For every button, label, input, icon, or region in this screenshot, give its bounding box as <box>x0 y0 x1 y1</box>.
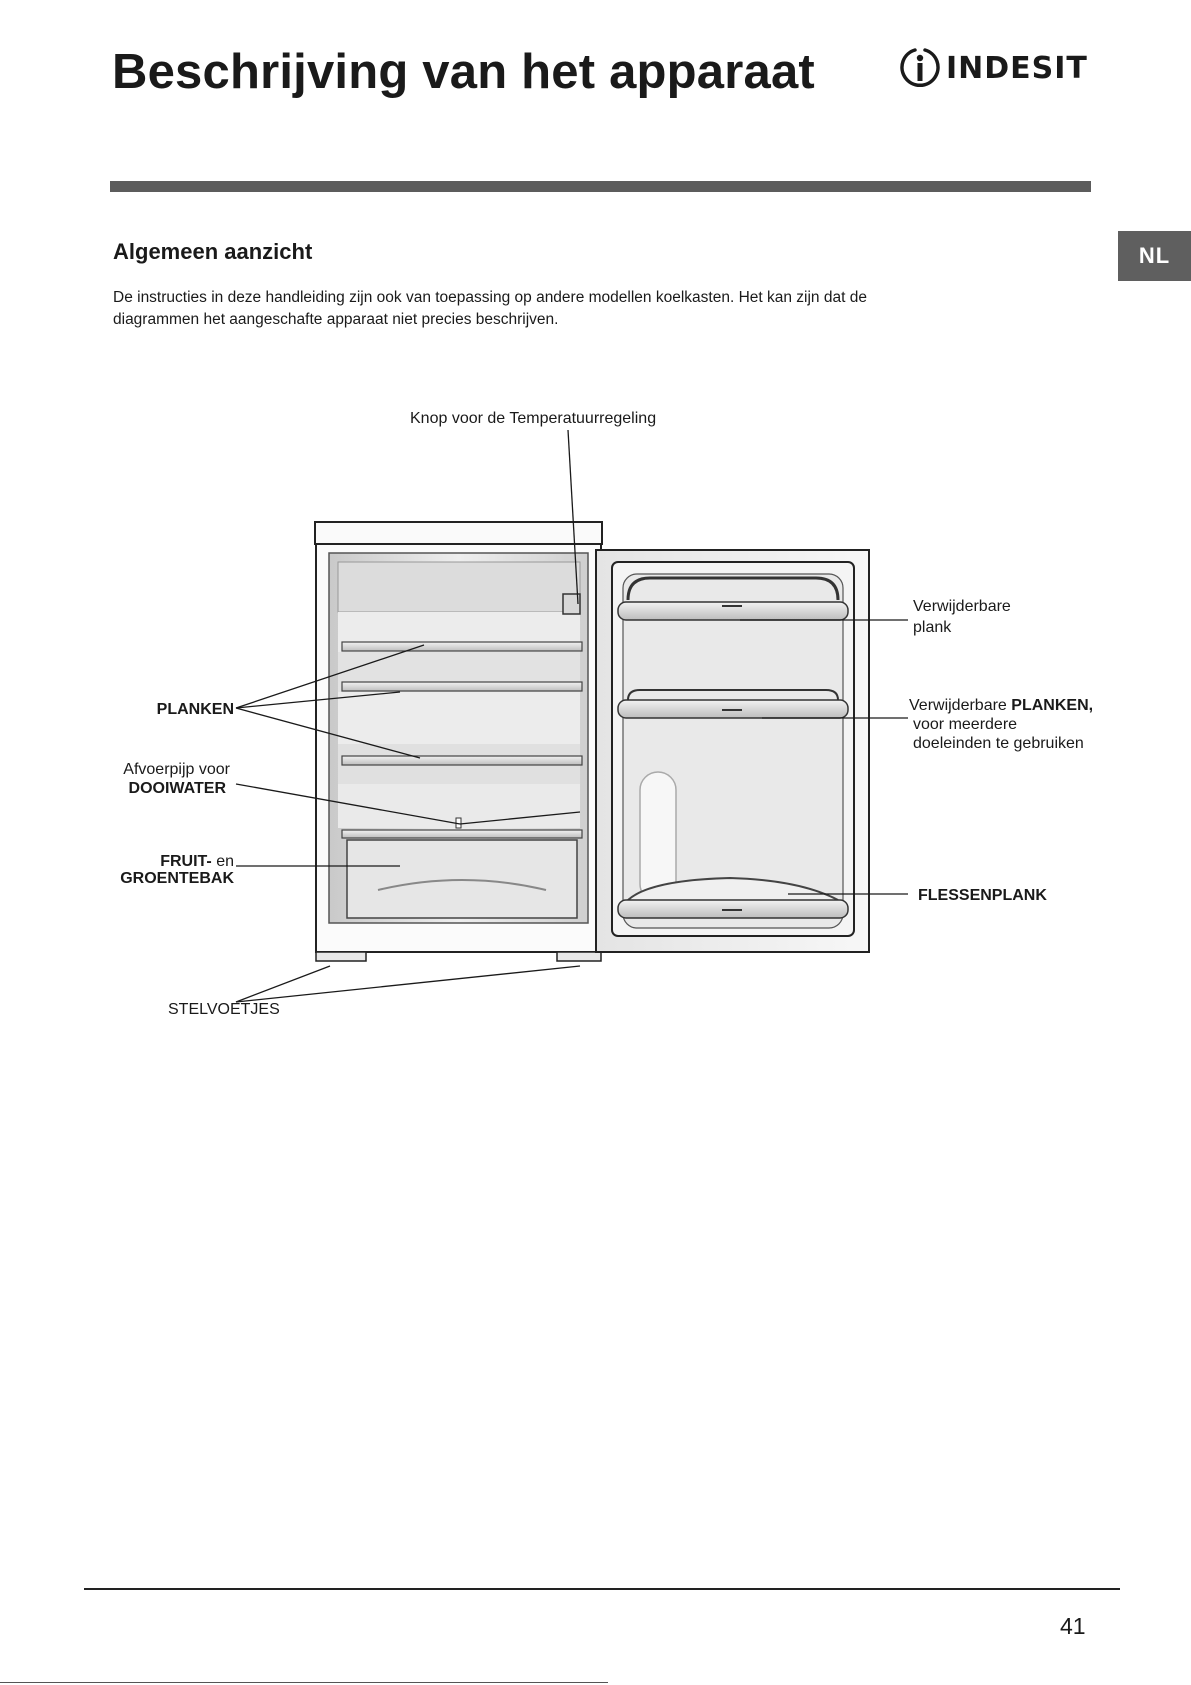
intro-line-2: diagrammen het aangeschafte apparaat niet precies beschrijven. <box>113 311 559 328</box>
page-number: 41 <box>1060 1613 1086 1639</box>
label-door-shelf-line-1: Verwijderbare <box>913 598 1011 615</box>
footnote-rule <box>0 1682 608 1683</box>
label-crisper-fruit: FRUIT- <box>160 853 212 870</box>
header-rule <box>110 181 1091 192</box>
section-heading: Algemeen aanzicht <box>113 239 313 264</box>
fridge-diagram <box>0 390 1191 1050</box>
fridge-door <box>596 550 869 952</box>
intro-paragraph <box>113 287 1013 331</box>
label-multi-shelves-line-3: doeleinden te gebruiken <box>913 735 1084 752</box>
label-bottle-shelf: FLESSENPLANK <box>918 887 1047 904</box>
label-thermostat-knob: Knop voor de Temperatuurregeling <box>410 410 657 427</box>
label-multi-shelves-line-1 <box>909 697 1093 714</box>
label-door-shelf-line-2: plank <box>913 619 952 636</box>
logo-wordmark: INDESIT <box>946 50 1088 86</box>
label-crisper-line-1 <box>160 853 234 870</box>
label-adjustable-feet: STELVOETJES <box>168 1001 280 1018</box>
language-tab: NL <box>1118 231 1191 281</box>
label-multi-verwijderbare: Verwijderbare <box>909 697 1012 714</box>
intro-line-1: De instructies in deze handleiding zijn ook van toepassing op andere modellen koelkasten. Het kan zijn dat de <box>113 289 867 306</box>
indesit-logo-icon <box>900 46 940 90</box>
label-drain-line-1: Afvoerpijp voor <box>123 761 230 778</box>
footer-rule <box>84 1588 1120 1590</box>
label-drain-line-2: DOOIWATER <box>128 780 226 797</box>
label-shelves: PLANKEN <box>156 701 234 718</box>
label-crisper-line-2: GROENTEBAK <box>120 870 234 887</box>
label-multi-planken: PLANKEN, <box>1011 697 1094 714</box>
page-title: Beschrijving van het apparaat <box>112 45 815 99</box>
label-crisper-en: en <box>211 853 234 870</box>
label-multi-shelves-line-2: voor meerdere <box>913 716 1018 733</box>
brand-logo <box>900 40 1088 96</box>
